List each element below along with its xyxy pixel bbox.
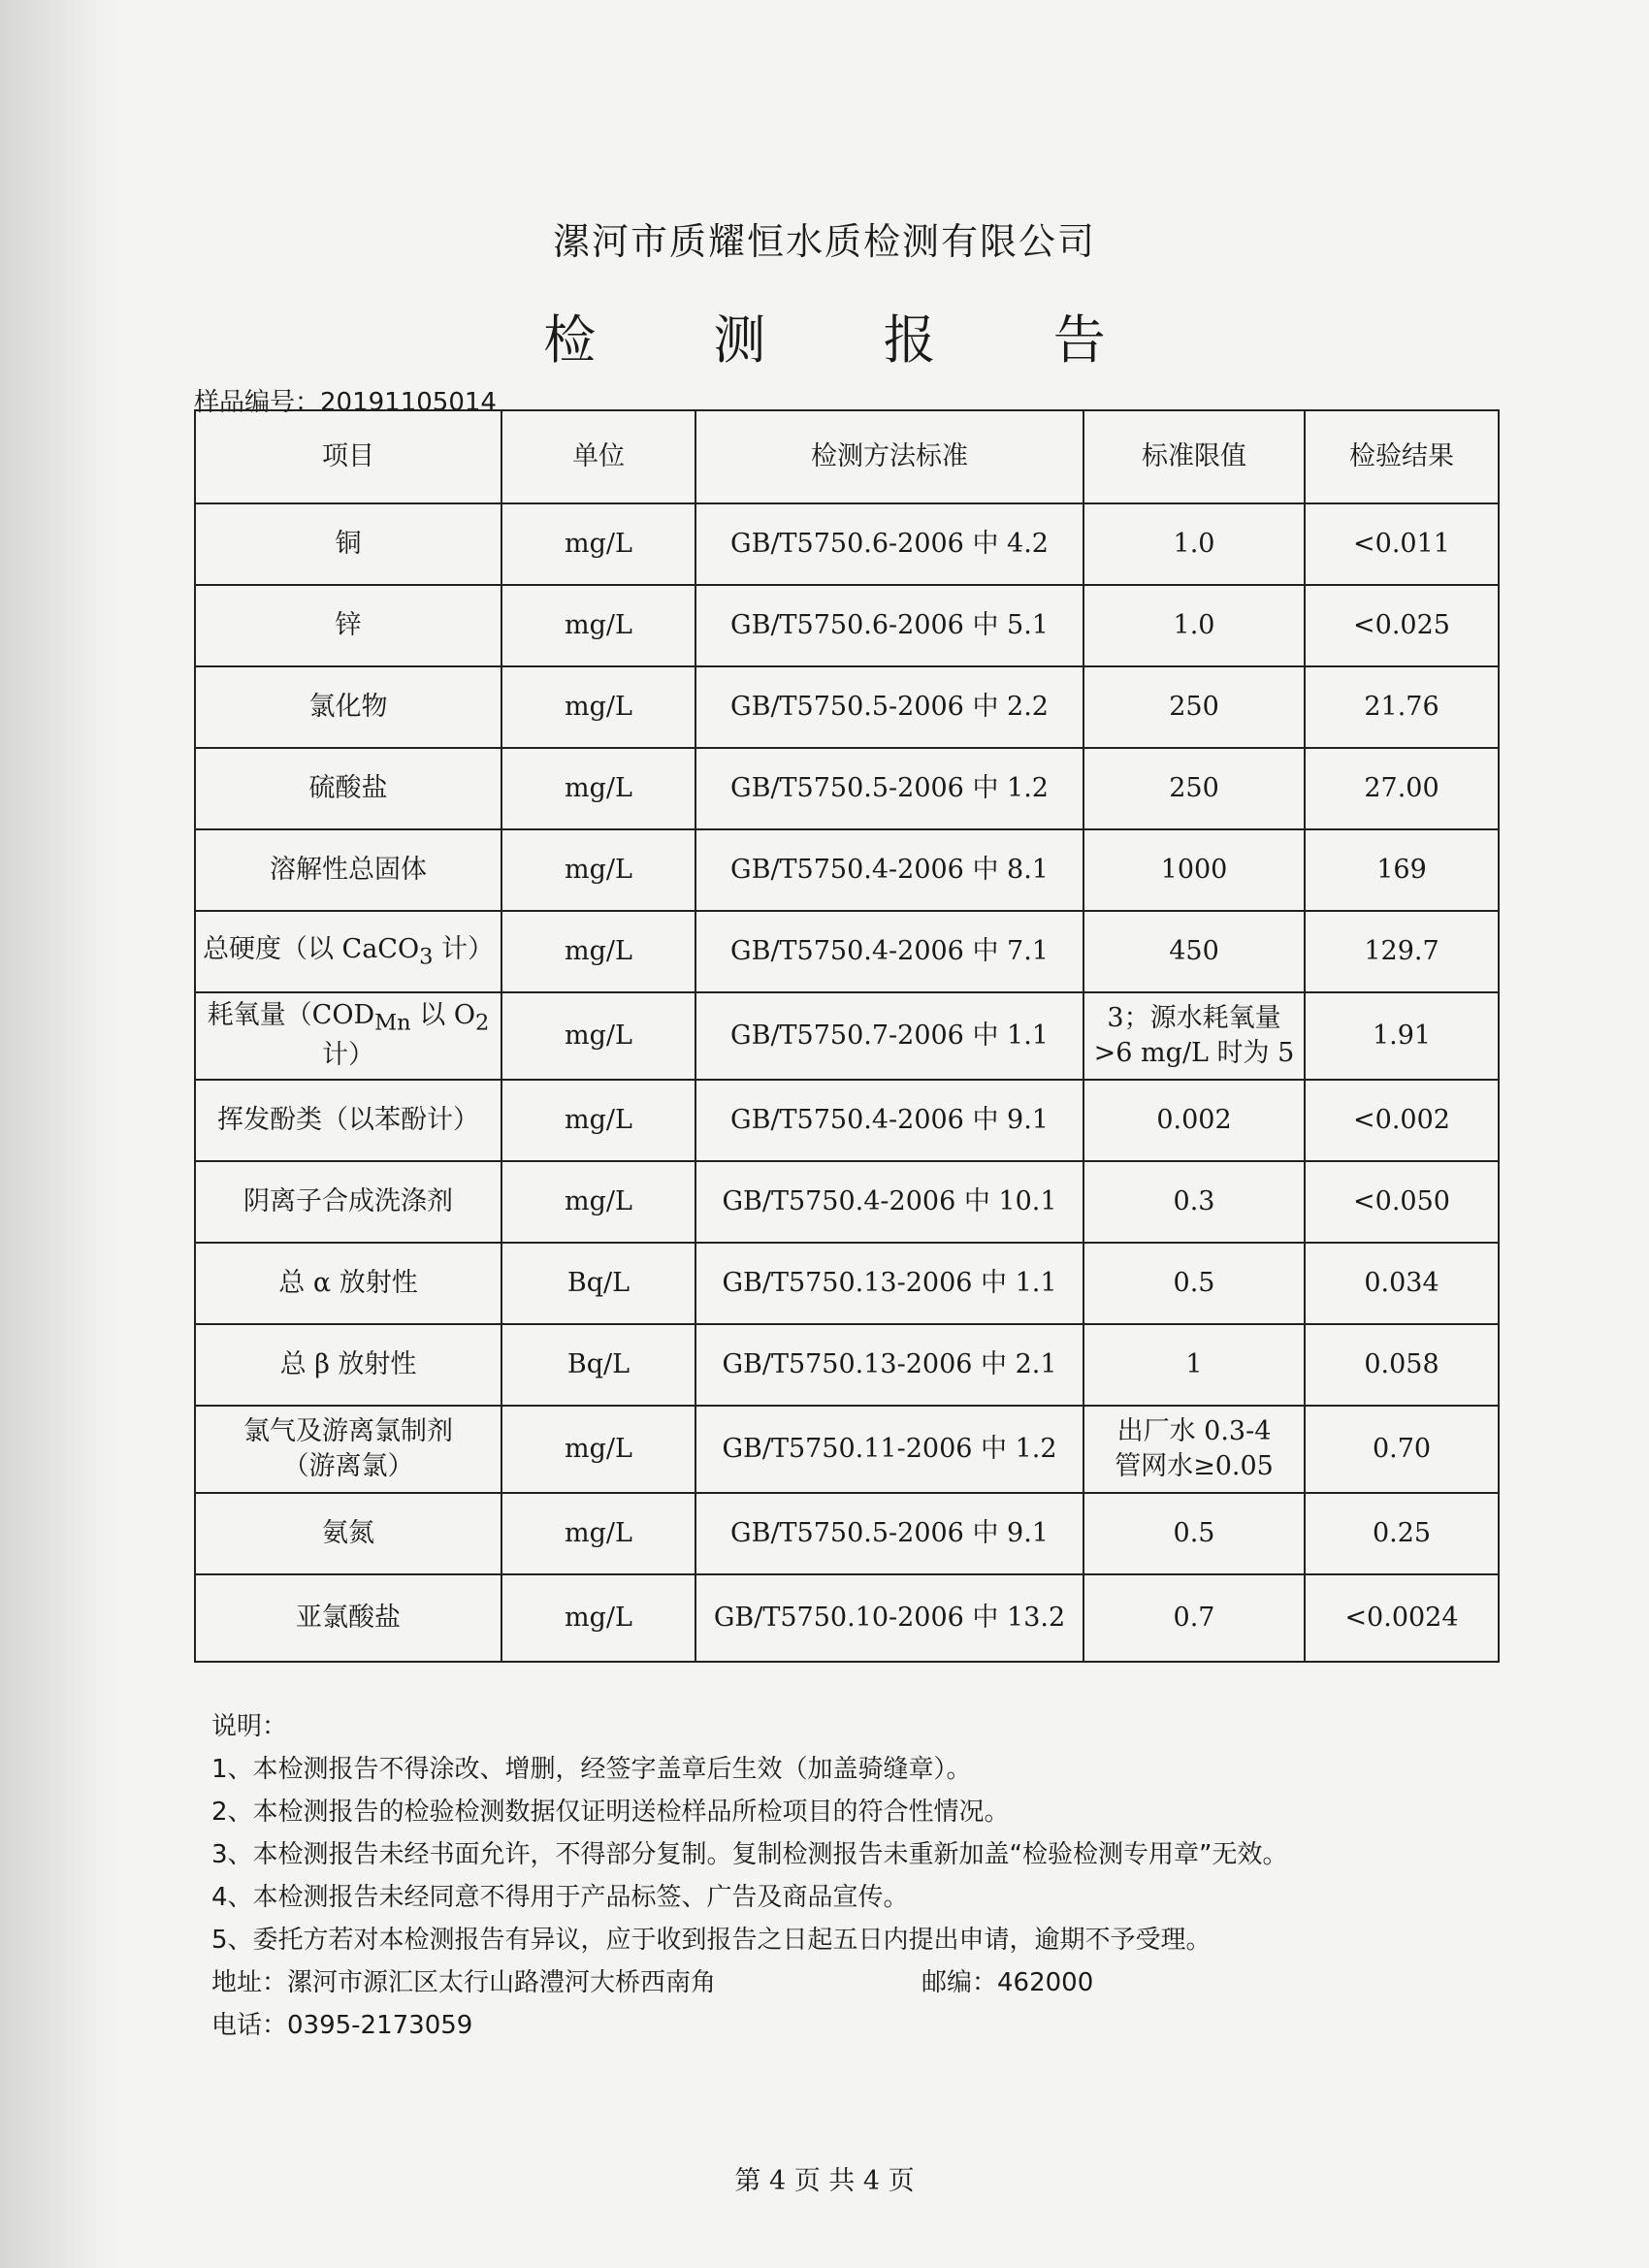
note-item: 1、本检测报告不得涂改、增删，经签字盖章后生效（加盖骑缝章）。: [211, 1755, 972, 1784]
note-item: 4、本检测报告未经同意不得用于产品标签、广告及商品宣传。: [211, 1883, 909, 1912]
cell-result: 0.058: [1305, 1324, 1499, 1406]
cell-result: 1.91: [1305, 992, 1499, 1080]
cell-item-text: 总硬度（以 CaCO: [202, 933, 420, 964]
cell-method: GB/T5750.13-2006 中 2.1: [695, 1324, 1083, 1406]
cell-limit: 0.5: [1083, 1243, 1305, 1324]
header-method: 检测方法标准: [695, 410, 1083, 503]
cell-limit-line: >6 mg/L 时为 5: [1093, 1038, 1295, 1068]
report-title: 检 测 报 告: [543, 309, 1156, 371]
cell-result: 0.034: [1305, 1243, 1499, 1324]
cell-item-text: 计）: [322, 1040, 374, 1071]
cell-limit: 1000: [1083, 829, 1305, 911]
cell-limit-line: 3；源水耗氧量: [1107, 1002, 1281, 1033]
subscript: 3: [419, 944, 434, 969]
cell-item-text: 以 O: [410, 1000, 475, 1031]
cell-method: GB/T5750.11-2006 中 1.2: [695, 1406, 1083, 1493]
cell-result: <0.002: [1305, 1080, 1499, 1161]
cell-limit-line: 出厂水 0.3-4: [1116, 1415, 1272, 1446]
cell-method: GB/T5750.4-2006 中 7.1: [695, 911, 1083, 992]
cell-method: GB/T5750.4-2006 中 10.1: [695, 1161, 1083, 1243]
note-item: 2、本检测报告的检验检测数据仅证明送检样品所检项目的符合性情况。: [211, 1798, 1010, 1827]
cell-item: [195, 911, 501, 992]
cell-result: <0.011: [1305, 503, 1499, 585]
cell-method: GB/T5750.5-2006 中 2.2: [695, 666, 1083, 748]
results-table: [194, 409, 1500, 1663]
cell-limit: 250: [1083, 666, 1305, 748]
page-number: 第 4 页 共 4 页: [734, 2166, 915, 2196]
note-item: 5、委托方若对本检测报告有异议，应于收到报告之日起五日内提出申请，逾期不予受理。: [211, 1926, 1212, 1955]
cell-item: 挥发酚类（以苯酚计）: [195, 1080, 501, 1161]
cell-method: GB/T5750.6-2006 中 4.2: [695, 503, 1083, 585]
table-row: [195, 829, 1499, 911]
cell-unit: mg/L: [501, 748, 695, 829]
header-limit: 标准限值: [1083, 410, 1305, 503]
cell-result: 0.25: [1305, 1493, 1499, 1574]
cell-method: GB/T5750.10-2006 中 13.2: [695, 1574, 1083, 1662]
cell-item-line: 氯气及游离氯制剂: [243, 1415, 453, 1446]
sample-number-label: 样品编号：: [194, 388, 321, 417]
cell-item: 亚氯酸盐: [195, 1574, 501, 1662]
cell-item: [195, 992, 501, 1080]
notes-section: [211, 1705, 1287, 2047]
table-row: [195, 503, 1499, 585]
cell-limit: [1083, 992, 1305, 1080]
subscript: Mn: [374, 1010, 411, 1036]
table-row: [195, 1574, 1499, 1662]
cell-method: GB/T5750.7-2006 中 1.1: [695, 992, 1083, 1080]
cell-limit: 0.002: [1083, 1080, 1305, 1161]
cell-item: 硫酸盐: [195, 748, 501, 829]
table-row: [195, 1324, 1499, 1406]
header-result: 检验结果: [1305, 410, 1499, 503]
cell-result: <0.025: [1305, 585, 1499, 666]
table-row: [195, 1243, 1499, 1324]
cell-unit: mg/L: [501, 992, 695, 1080]
cell-limit: 1.0: [1083, 585, 1305, 666]
table-row: [195, 666, 1499, 748]
cell-unit: Bq/L: [501, 1243, 695, 1324]
cell-unit: mg/L: [501, 829, 695, 911]
cell-method: GB/T5750.4-2006 中 8.1: [695, 829, 1083, 911]
subscript: 2: [474, 1010, 490, 1036]
cell-unit: mg/L: [501, 911, 695, 992]
cell-method: GB/T5750.5-2006 中 1.2: [695, 748, 1083, 829]
table-row: [195, 992, 1499, 1080]
cell-item-line: （游离氯）: [282, 1451, 414, 1481]
table-row: [195, 911, 1499, 992]
cell-result: 27.00: [1305, 748, 1499, 829]
address: 地址：漯河市源汇区太行山路澧河大桥西南角: [211, 1968, 717, 1997]
cell-limit: 0.7: [1083, 1574, 1305, 1662]
cell-item-text: 耗氧量（COD: [207, 1000, 375, 1031]
cell-result: <0.0024: [1305, 1574, 1499, 1662]
cell-item: 氯化物: [195, 666, 501, 748]
cell-result: 0.70: [1305, 1406, 1499, 1493]
cell-item: 锌: [195, 585, 501, 666]
postcode: 邮编：462000: [922, 1968, 1094, 1997]
cell-item-text: 计）: [433, 933, 495, 964]
cell-result: 21.76: [1305, 666, 1499, 748]
cell-unit: mg/L: [501, 1574, 695, 1662]
cell-unit: mg/L: [501, 666, 695, 748]
sample-number-value: 20191105014: [320, 388, 497, 417]
cell-unit: mg/L: [501, 503, 695, 585]
cell-item: 溶解性总固体: [195, 829, 501, 911]
cell-limit: 250: [1083, 748, 1305, 829]
cell-method: GB/T5750.13-2006 中 1.1: [695, 1243, 1083, 1324]
header-item: 项目: [195, 410, 501, 503]
table-row: [195, 1406, 1499, 1493]
cell-item: 总 α 放射性: [195, 1243, 501, 1324]
table-row: [195, 1493, 1499, 1574]
cell-method: GB/T5750.5-2006 中 9.1: [695, 1493, 1083, 1574]
cell-method: GB/T5750.6-2006 中 5.1: [695, 585, 1083, 666]
cell-unit: Bq/L: [501, 1324, 695, 1406]
table-row: [195, 1080, 1499, 1161]
cell-item: 铜: [195, 503, 501, 585]
cell-result: <0.050: [1305, 1161, 1499, 1243]
cell-limit: 0.5: [1083, 1493, 1305, 1574]
table-row: [195, 1161, 1499, 1243]
phone: 电话：0395-2173059: [211, 2011, 473, 2040]
table-row: [195, 585, 1499, 666]
cell-limit: [1083, 1406, 1305, 1493]
cell-item: 总 β 放射性: [195, 1324, 501, 1406]
cell-unit: mg/L: [501, 1161, 695, 1243]
cell-limit: 1: [1083, 1324, 1305, 1406]
notes-heading: 说明：: [211, 1712, 288, 1741]
cell-unit: mg/L: [501, 585, 695, 666]
cell-limit-line: 管网水≥0.05: [1115, 1451, 1274, 1481]
cell-result: 129.7: [1305, 911, 1499, 992]
cell-item: 阴离子合成洗涤剂: [195, 1161, 501, 1243]
cell-limit: 1.0: [1083, 503, 1305, 585]
table-row: [195, 748, 1499, 829]
note-item: 3、本检测报告未经书面允许，不得部分复制。复制检测报告未重新加盖“检验检测专用章”无效。: [211, 1840, 1288, 1869]
cell-item: 氨氮: [195, 1493, 501, 1574]
cell-limit: 0.3: [1083, 1161, 1305, 1243]
address-line: [211, 1961, 1287, 2004]
header-unit: 单位: [501, 410, 695, 503]
cell-item: [195, 1406, 501, 1493]
cell-unit: mg/L: [501, 1493, 695, 1574]
cell-unit: mg/L: [501, 1080, 695, 1161]
cell-limit: 450: [1083, 911, 1305, 992]
cell-unit: mg/L: [501, 1406, 695, 1493]
company-name: 漯河市质耀恒水质检测有限公司: [552, 220, 1096, 263]
cell-method: GB/T5750.4-2006 中 9.1: [695, 1080, 1083, 1161]
cell-result: 169: [1305, 829, 1499, 911]
table-header-row: [195, 410, 1499, 503]
